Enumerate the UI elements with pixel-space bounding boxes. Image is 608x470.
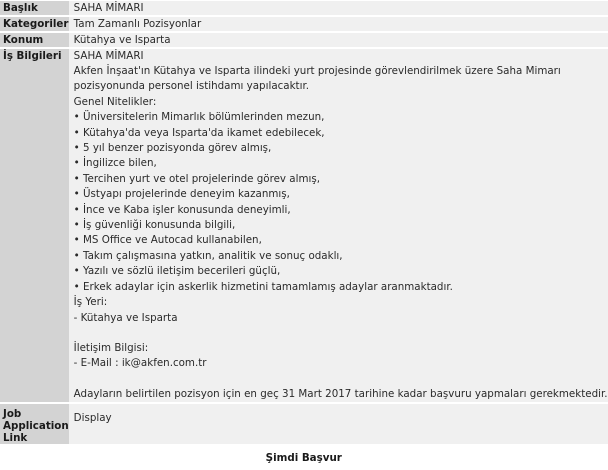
workplace-value: - Kütahya ve Isparta bbox=[73, 311, 178, 324]
job-info-value bbox=[69, 49, 608, 402]
qualification-item: • Üniversitelerin Mimarlık bölümlerinden mezun, bbox=[73, 111, 325, 124]
qualification-item: • İngilizce bilen, bbox=[73, 157, 157, 170]
job-application-value: Display bbox=[69, 404, 608, 444]
row-title bbox=[0, 1, 608, 15]
apply-cell bbox=[0, 446, 608, 468]
qualification-item: • Tercihen yurt ve otel projelerinde görev almış, bbox=[73, 172, 320, 185]
title-value: SAHA MİMARI bbox=[69, 1, 608, 15]
job-application-label: Job Application Link bbox=[0, 404, 69, 444]
row-category bbox=[0, 17, 608, 31]
location-label: Konum bbox=[0, 33, 69, 47]
qualification-item: • Yazılı ve sözlü iletişim becerileri güçlü, bbox=[73, 265, 281, 278]
row-location bbox=[0, 33, 608, 47]
row-job-application bbox=[0, 404, 608, 444]
contact-title: İletişim Bilgisi: bbox=[73, 341, 149, 354]
apply-now-link[interactable]: Şimdi Başvur bbox=[265, 452, 342, 465]
application-deadline: Adayların belirtilen pozisyon için en geç 31 Mart 2017 tarihine kadar başvuru yapmaları gerekmektedir. bbox=[73, 387, 608, 400]
workplace-title: İş Yeri: bbox=[73, 296, 108, 309]
contact-email: - E-Mail : ik@akfen.com.tr bbox=[73, 357, 207, 370]
title-label: Başlık bbox=[0, 1, 69, 15]
category-value: Tam Zamanlı Pozisyonlar bbox=[69, 17, 608, 31]
qualification-item: • İnce ve Kaba işler konusunda deneyimli, bbox=[73, 203, 291, 216]
spacer bbox=[74, 326, 608, 341]
qualification-item: • MS Office ve Autocad kullanabilen, bbox=[73, 234, 262, 247]
row-job-info bbox=[0, 49, 608, 402]
location-value: Kütahya ve Isparta bbox=[69, 33, 608, 47]
qualification-item: • Takım çalışmasına yatkın, analitik ve sonuç odaklı, bbox=[73, 249, 343, 262]
qualification-item: • İş güvenliği konusunda bilgili, bbox=[73, 219, 236, 232]
job-info-label: İş Bilgileri bbox=[0, 49, 69, 402]
category-label: Kategoriler bbox=[0, 17, 69, 31]
qualification-item: • Kütahya'da veya Isparta'da ikamet edebilecek, bbox=[73, 126, 325, 139]
qualifications-title: Genel Nitelikler: bbox=[73, 95, 157, 108]
row-apply bbox=[0, 446, 608, 468]
spacer bbox=[74, 372, 608, 387]
qualification-item: • Erkek adaylar için askerlik hizmetini tamamlamış adaylar aranmaktadır. bbox=[73, 280, 453, 293]
job-intro: Akfen İnşaat'ın Kütahya ve Isparta ilindeki yurt projesinde görevlendirilmek üzere Saha Mimarı pozisyonunda personel istihdamı yapılacaktır. bbox=[73, 65, 561, 93]
qualification-item: • 5 yıl benzer pozisyonda görev almış, bbox=[73, 142, 272, 155]
job-heading: SAHA MİMARI bbox=[73, 50, 144, 62]
qualification-item: • Üstyapı projelerinde deneyim kazanmış, bbox=[73, 188, 290, 201]
